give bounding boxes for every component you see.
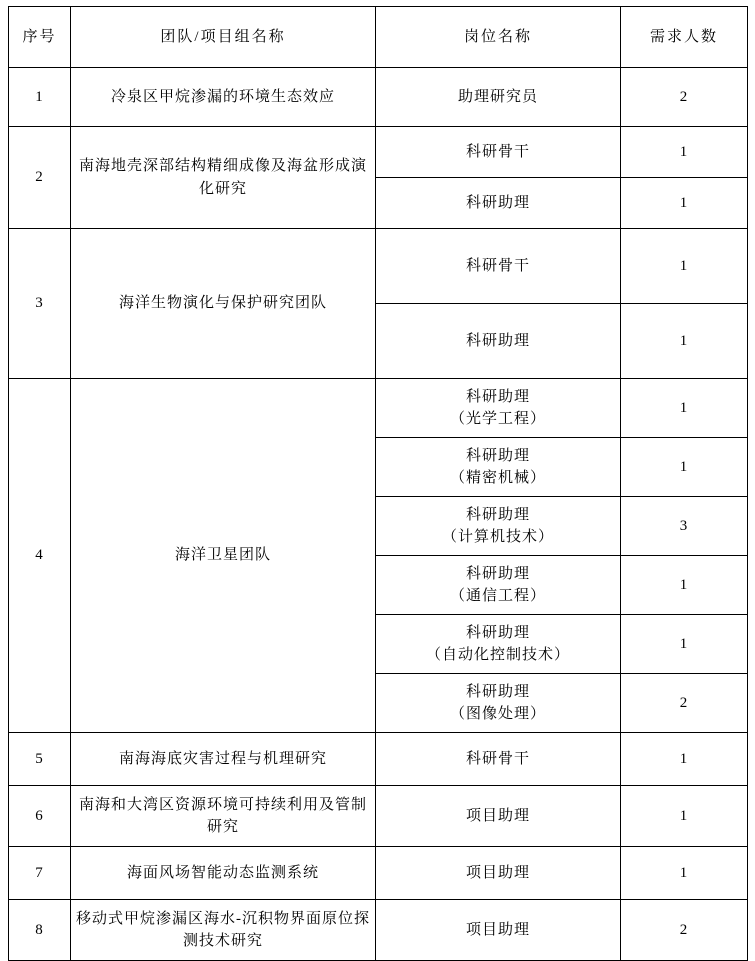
cell-headcount: 1 xyxy=(621,229,748,304)
post-title: 科研助理 xyxy=(465,683,530,700)
cell-headcount: 1 xyxy=(621,127,748,178)
cell-post-name xyxy=(376,497,621,556)
header-cell-seq: 序号 xyxy=(9,7,71,68)
cell-post-name xyxy=(376,786,621,847)
cell-team-name: 移动式甲烷渗漏区海水-沉积物界面原位探测技术研究 xyxy=(71,900,376,961)
cell-team-name: 南海地壳深部结构精细成像及海盆形成演化研究 xyxy=(71,127,376,229)
cell-post-name xyxy=(376,379,621,438)
cell-team-name: 南海和大湾区资源环境可持续利用及管制研究 xyxy=(71,786,376,847)
cell-sequence: 2 xyxy=(9,127,71,229)
cell-headcount: 1 xyxy=(621,615,748,674)
cell-post-name xyxy=(376,178,621,229)
cell-headcount: 2 xyxy=(621,674,748,733)
post-title: 科研助理 xyxy=(465,447,530,464)
cell-headcount: 3 xyxy=(621,497,748,556)
cell-post-name xyxy=(376,229,621,304)
post-specialty: （图像处理） xyxy=(449,706,546,722)
table-body xyxy=(9,7,748,961)
table-row xyxy=(9,847,748,900)
cell-sequence: 5 xyxy=(9,733,71,786)
header-cell-team: 团队/项目组名称 xyxy=(71,7,376,68)
cell-sequence: 4 xyxy=(9,379,71,733)
post-title: 科研助理 xyxy=(465,624,530,641)
table-row xyxy=(9,786,748,847)
post-specialty: （通信工程） xyxy=(449,588,546,604)
cell-sequence: 8 xyxy=(9,900,71,961)
cell-headcount: 1 xyxy=(621,304,748,379)
post-title: 项目助理 xyxy=(465,807,530,824)
recruitment-table xyxy=(8,6,748,961)
post-title: 科研助理 xyxy=(465,506,530,523)
post-specialty: （计算机技术） xyxy=(441,529,554,545)
post-specialty: （光学工程） xyxy=(449,411,546,427)
post-title: 科研助理 xyxy=(465,194,530,211)
post-title: 助理研究员 xyxy=(457,88,538,105)
cell-headcount: 2 xyxy=(621,68,748,127)
cell-post-name xyxy=(376,674,621,733)
header-cell-post: 岗位名称 xyxy=(376,7,621,68)
cell-post-name xyxy=(376,127,621,178)
header-cell-num: 需求人数 xyxy=(621,7,748,68)
post-title: 项目助理 xyxy=(465,864,530,881)
cell-post-name xyxy=(376,900,621,961)
cell-post-name xyxy=(376,438,621,497)
cell-sequence: 6 xyxy=(9,786,71,847)
cell-sequence: 3 xyxy=(9,229,71,379)
table-row xyxy=(9,900,748,961)
post-title: 科研助理 xyxy=(465,565,530,582)
post-title: 科研骨干 xyxy=(465,143,530,160)
post-title: 科研助理 xyxy=(465,332,530,349)
cell-headcount: 1 xyxy=(621,438,748,497)
post-specialty: （精密机械） xyxy=(449,470,546,486)
cell-post-name xyxy=(376,615,621,674)
cell-headcount: 1 xyxy=(621,786,748,847)
table-row xyxy=(9,733,748,786)
post-title: 科研骨干 xyxy=(465,750,530,767)
cell-headcount: 1 xyxy=(621,847,748,900)
cell-team-name: 海洋生物演化与保护研究团队 xyxy=(71,229,376,379)
post-title: 项目助理 xyxy=(465,921,530,938)
table-row xyxy=(9,127,748,178)
cell-post-name xyxy=(376,733,621,786)
cell-team-name: 海洋卫星团队 xyxy=(71,379,376,733)
cell-sequence: 7 xyxy=(9,847,71,900)
post-title: 科研骨干 xyxy=(465,257,530,274)
post-specialty: （自动化控制技术） xyxy=(425,647,570,663)
post-title: 科研助理 xyxy=(465,388,530,405)
cell-team-name: 冷泉区甲烷渗漏的环境生态效应 xyxy=(71,68,376,127)
cell-team-name: 海面风场智能动态监测系统 xyxy=(71,847,376,900)
cell-post-name xyxy=(376,68,621,127)
table-row xyxy=(9,68,748,127)
cell-post-name xyxy=(376,847,621,900)
cell-sequence: 1 xyxy=(9,68,71,127)
cell-post-name xyxy=(376,556,621,615)
cell-headcount: 1 xyxy=(621,556,748,615)
cell-headcount: 1 xyxy=(621,379,748,438)
table-row xyxy=(9,229,748,304)
cell-headcount: 1 xyxy=(621,178,748,229)
table-header-row xyxy=(9,7,748,68)
cell-headcount: 1 xyxy=(621,733,748,786)
cell-team-name: 南海海底灾害过程与机理研究 xyxy=(71,733,376,786)
cell-headcount: 2 xyxy=(621,900,748,961)
cell-post-name xyxy=(376,304,621,379)
table-row xyxy=(9,379,748,438)
